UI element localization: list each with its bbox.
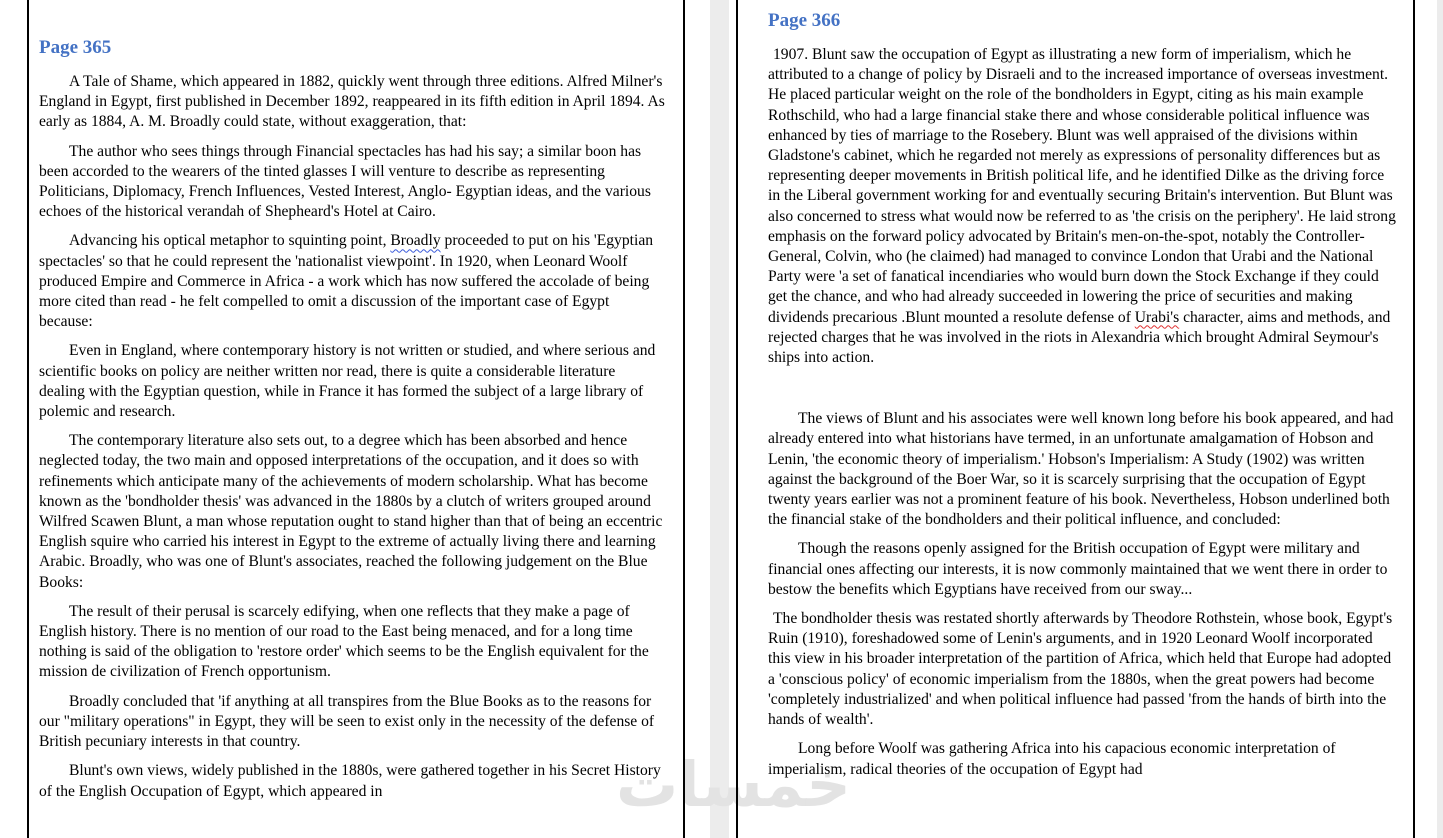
paragraph: Broadly concluded that 'if anything at all transpires from the Blue Books as to the reasons for our "military operations" in Egypt, they will be seen to exist only in the necessity of the defense of British pecuniary interests in that country. bbox=[39, 692, 655, 751]
paragraph: The result of their perusal is scarcely edifying, when one reflects that they make a page of English history. There is no mention of our road to the East being menaced, and for a long time nothing is said of the obligation to 'restore order' which seems to be the English equivalent for the mission de civilization of French opportunism. bbox=[39, 602, 649, 681]
vertical-scrollbar[interactable] bbox=[1437, 0, 1443, 838]
text-segment: 1907. Blunt saw the occupation of Egypt as illustrating a new form of imperialism, which he attributed to a change of policy by Disraeli and to the increased importance of overseas investment. He placed particular weight on the role of the bondholders in Egypt, citing as his main example Rothschild, who had a large financial stake there and whose considerable political influence was enhanced by ties of marriage to the Rosebery. Blunt was well appraised of the divisions within Gladstone's cabinet, which he regarded not merely as expressions of personality differences but as representing deeper movements in British political life, and he identified Dilke as the driving force in the Liberal government working for and eventually securing Britain's intervention. But Blunt was also concerned to stress what would now be referred to as 'the crisis on the periphery'. He laid strong emphasis on the forward policy advocated by Britain's men-on-the-spot, notably the Controller-General, Colvin, who (he claimed) had managed to convince London that Urabi and the National Party were 'a set of fanatical incendiaries who would burn down the Stock Exchange if they could get the chance, and who had already succeeded in lowering the price of securities and making dividends precarious .Blunt mounted a resolute defense of bbox=[768, 46, 1396, 326]
paragraph bbox=[768, 45, 1397, 368]
paragraph: Even in England, where contemporary history is not written or studied, and where serious and scientific books on policy are neither written nor read, there is quite a considerable literature dealing with the Egyptian question, while in France it has formed the subject of a large library of polemic and research. bbox=[39, 342, 656, 421]
watermark-text: خمسات bbox=[616, 748, 851, 821]
spelling-squiggle-word: Urabi's bbox=[1134, 308, 1180, 326]
paragraph: The views of Blunt and his associates were well known long before his book appeared, and had already entered into what historians have termed, in an unfortunate amalgamation of Hobson and Lenin, 'the economic theory of imperialism.' Hobson's Imperialism: A Study (1902) was written against the background of the Boer War, so it is scarcely surprising that the occupation of Egypt twenty years earlier was not a prominent feature of his book. Nevertheless, Hobson underlined both the financial stake of the bondholders and their political influence, and concluded: bbox=[768, 410, 1394, 529]
paragraph: Long before Woolf was gathering Africa into his capacious economic interpretation of imperialism, radical theories of the occupation of Egypt had bbox=[768, 740, 1336, 778]
page-366 bbox=[736, 0, 1415, 838]
paragraph: The bondholder thesis was restated shortly afterwards by Theodore Rothstein, whose book, Egypt's Ruin (1910), foreshadowed some of Lenin's arguments, and in 1920 Leonard Woolf incorporated this view in his broader interpretation of the partition of Africa, which held that Europe had adopted a 'conscious policy' of economic imperialism from the 1880s, when the great powers had become 'completely industrialized' and when political influence had passed 'from the hands of birth into the hands of wealth'. bbox=[768, 610, 1393, 729]
text-segment: proceeded to put on his 'Egyptian spectacles' so that he could represent the 'nationalist viewpoint'. In 1920, when Leonard Woolf produced Empire and Commerce in Africa - a work which has now suffered the accolade of being more cited than read - he felt compelled to omit a discussion of the important case of Egypt because: bbox=[39, 232, 654, 331]
paragraph: Though the reasons openly assigned for the British occupation of Egypt were military and financial ones affecting our interests, it is now commonly maintained that we went there in order to bestow the benefits which Egyptians have received from our sway... bbox=[768, 540, 1388, 598]
paragraph: Blunt's own views, widely published in the 1880s, were gathered together in his Secret History of the English Occupation of Egypt, which appeared in bbox=[39, 762, 661, 800]
page-366-body bbox=[768, 45, 1397, 780]
page-365 bbox=[27, 0, 685, 838]
text-segment: character, aims and methods, and rejected charges that he was involved in the riots in Alexandria which brought Admiral Seymour's ships into action. bbox=[768, 308, 1391, 367]
page-366-heading: Page 366 bbox=[768, 10, 841, 31]
page-365-body bbox=[39, 72, 665, 802]
paragraph: A Tale of Shame, which appeared in 1882, quickly went through three editions. Alfred Milner's England in Egypt, first published in December 1892, reappeared in its fifth edition in April 1894. As early as 1884, A. M. Broadly could state, without exaggeration, that: bbox=[39, 73, 665, 131]
paragraph: The author who sees things through Financial spectacles has had his say; a similar boon has been accorded to the wearers of the tinted glasses I will venture to describe as representing Politicians, Diplomacy, French Influences, Vested Interest, Anglo- Egyptian ideas, and the various echoes of the historical verandah of Shepheard's Hotel at Cairo. bbox=[39, 142, 651, 221]
text-segment: Advancing his optical metaphor to squinting point, bbox=[69, 232, 391, 250]
paragraph bbox=[39, 231, 665, 332]
paragraph: The contemporary literature also sets out, to a degree which has been absorbed and hence neglected today, the two main and opposed interpretations of the occupation, and it does so with refinements which anticipate many of the achievements of modern scholarship. What has become known as the 'bondholder thesis' was advanced in the 1880s by a clutch of writers grouped around Wilfred Scawen Blunt, a man whose reputation ought to stand higher than that of being an eccentric English squire who carried his interest in Egypt to the extreme of actually living there and learning Arabic. Broadly, who was one of Blunt's associates, reached the following judgement on the Blue Books: bbox=[39, 432, 663, 591]
grammar-squiggle-word: Broadly bbox=[390, 232, 441, 250]
page-365-heading: Page 365 bbox=[39, 37, 112, 58]
page-divider-scrollbar[interactable] bbox=[710, 0, 729, 838]
